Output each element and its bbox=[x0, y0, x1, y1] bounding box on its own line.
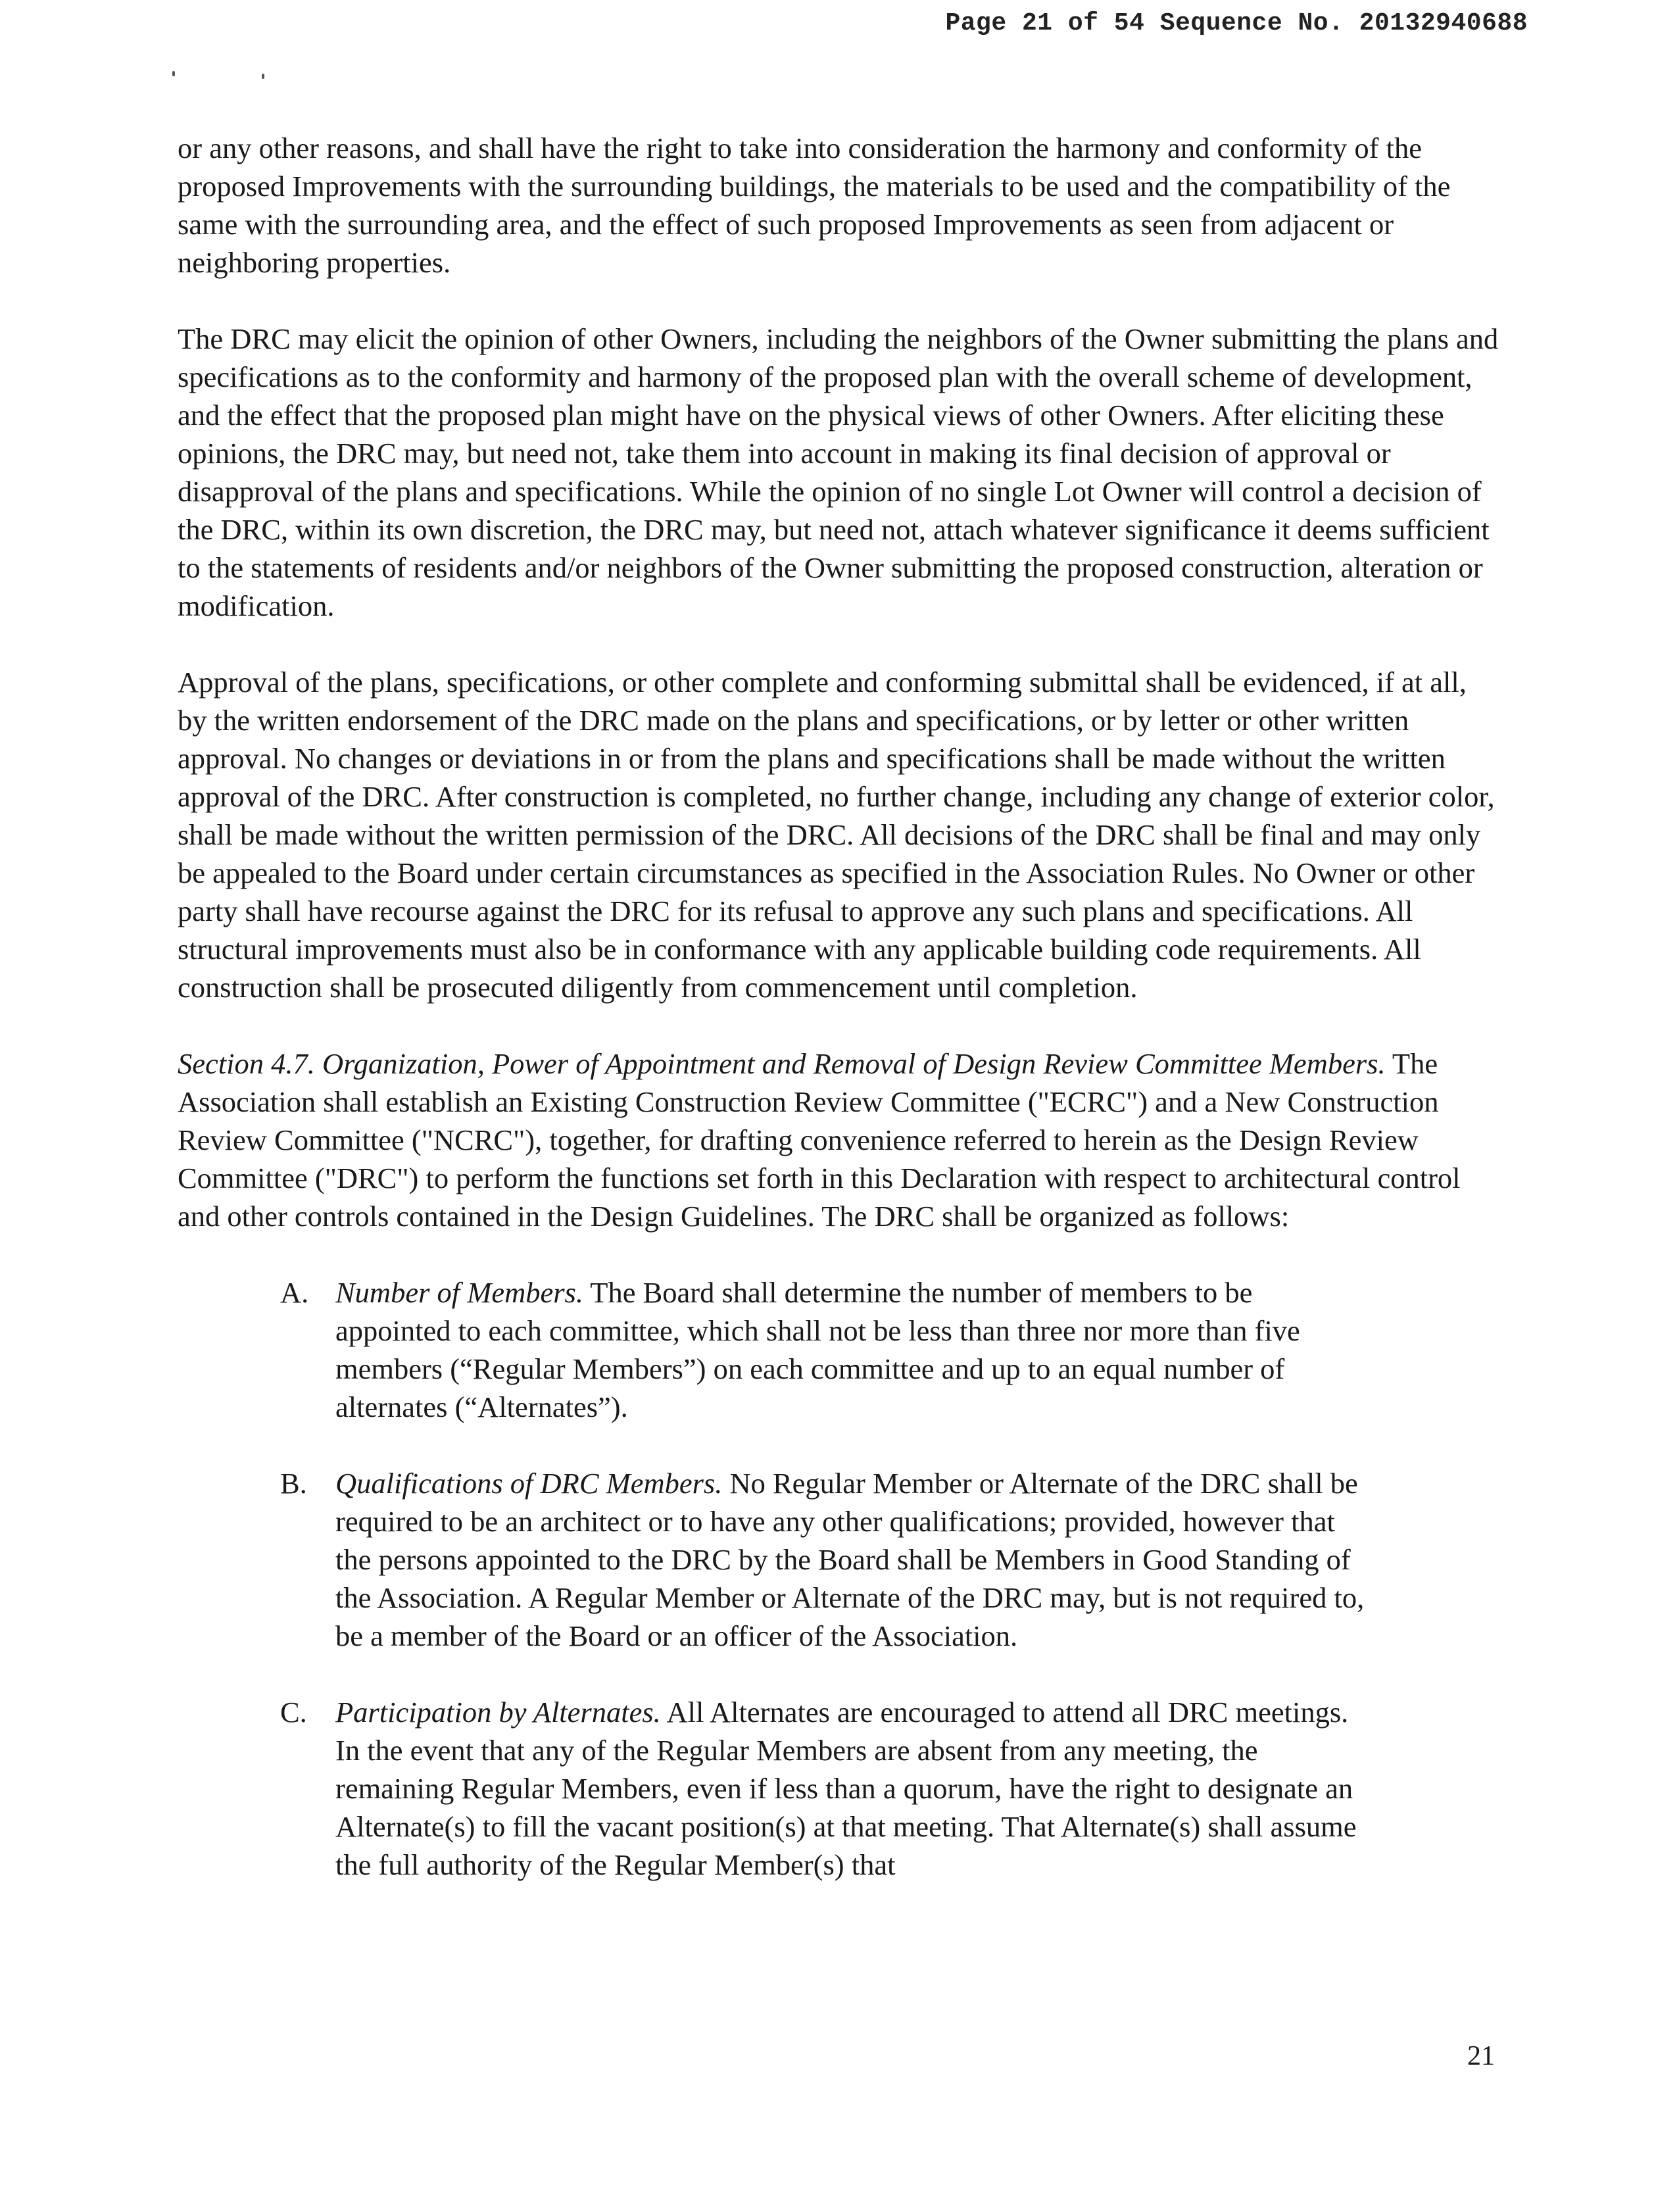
drc-organization-list bbox=[178, 1273, 1499, 1884]
section-4-7-text: The Association shall establish an Existing Construction Review Committee ("ECRC") and a New Construction Review Committee ("NCRC"), together, for drafting convenience referred to herein as the Design Review Committee ("DRC") to perform the functions set forth in this Declaration with respect to architectural control and other controls contained in the Design Guidelines. The DRC shall be organized as follows: bbox=[178, 1047, 1461, 1233]
list-item-title: Qualifications of DRC Members. bbox=[335, 1467, 723, 1500]
list-letter: B. bbox=[280, 1467, 307, 1500]
section-4-7 bbox=[178, 1045, 1499, 1235]
paragraph-approval: Approval of the plans, specifications, or other complete and conforming submittal shall be evidenced, if at all, by the written endorsement of the DRC made on the plans and specifications, or by letter or other written approval. No changes or deviations in or from the plans and specifications shall be made without the written approval of the DRC. After construction is completed, no further change, including any change of exterior color, shall be made without the written permission of the DRC. All decisions of the DRC shall be final and may only be appealed to the Board under certain circumstances as specified in the Association Rules. No Owner or other party shall have recourse against the DRC for its refusal to approve any such plans and specifications. All structural improvements must also be in conformance with any applicable building code requirements. All construction shall be prosecuted diligently from commencement until completion. bbox=[178, 666, 1495, 1004]
list-item-b bbox=[178, 1464, 1499, 1655]
list-item-title: Number of Members. bbox=[335, 1276, 583, 1309]
list-item-body bbox=[335, 1464, 1375, 1655]
document-body bbox=[178, 129, 1499, 1884]
list-item-text: All Alternates are encouraged to attend all DRC meetings. In the event that any of the Regular Members are absent from any meeting, the remaining Regular Members, even if less than a quorum, have the right to designate an Alternate(s) to fill the vacant position(s) at that meeting. That Alternate(s) shall assume the full authority of the Regular Member(s) that bbox=[335, 1696, 1357, 1881]
paragraph-drc-opinion: The DRC may elicit the opinion of other Owners, including the neighbors of the Owner submitting the plans and specifications as to the conformity and harmony of the proposed plan with the overall scheme of development, and the effect that the proposed plan might have on the physical views of other Owners. After eliciting these opinions, the DRC may, but need not, take them into account in making its final decision of approval or disapproval of the plans and specifications. While the opinion of no single Lot Owner will control a decision of the DRC, within its own discretion, the DRC may, but need not, attach whatever significance it deems sufficient to the statements of residents and/or neighbors of the Owner submitting the proposed construction, alteration or modification. bbox=[178, 322, 1499, 622]
list-item-a bbox=[178, 1273, 1499, 1426]
scan-speck bbox=[262, 74, 264, 79]
list-letter: C. bbox=[280, 1696, 307, 1729]
paragraph-continued-reasons: or any other reasons, and shall have the right to take into consideration the harmony and conformity of the proposed Improvements with the surrounding buildings, the materials to be used and the compatibility of the same with the surrounding area, and the effect of such proposed Improvements as seen from adjacent or neighboring properties. bbox=[178, 132, 1451, 279]
list-item-text: No Regular Member or Alternate of the DRC shall be required to be an architect or to have any other qualifications; provided, however that the persons appointed to the DRC by the Board shall be Members in Good Standing of the Association. A Regular Member or Alternate of the DRC may, but is not required to, be a member of the Board or an officer of the Association. bbox=[335, 1467, 1365, 1652]
list-item-c bbox=[178, 1693, 1499, 1884]
list-item-body bbox=[335, 1273, 1375, 1426]
list-item-text: The Board shall determine the number of members to be appointed to each committee, which shall not be less than three nor more than five members (“Regular Members”) on each committee and up to an equal number of alternates (“Alternates”). bbox=[335, 1276, 1300, 1423]
page-number: 21 bbox=[1467, 2041, 1495, 2071]
page-sequence-stamp: Page 21 of 54 Sequence No. 20132940688 bbox=[945, 9, 1528, 37]
list-letter: A. bbox=[280, 1276, 309, 1309]
section-4-7-heading: Section 4.7. Organization, Power of Appointment and Removal of Design Review Committee Members. bbox=[178, 1047, 1386, 1080]
list-item-title: Participation by Alternates. bbox=[335, 1696, 661, 1729]
list-item-body bbox=[335, 1693, 1375, 1884]
scan-speck bbox=[172, 71, 175, 76]
